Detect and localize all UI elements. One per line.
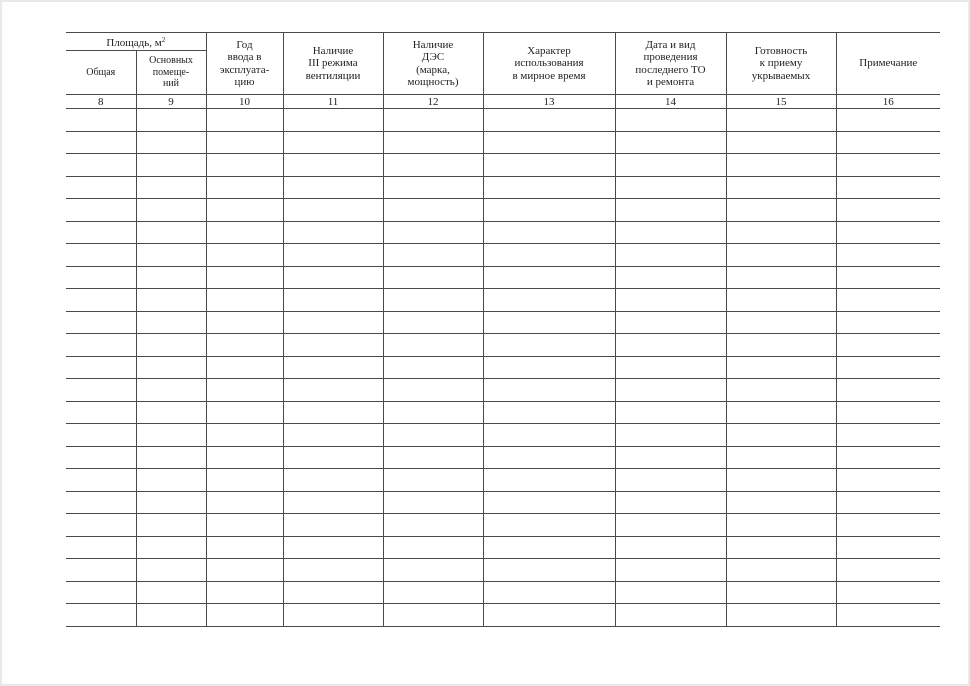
col-header-line: к приему <box>759 57 803 70</box>
table-cell[interactable] <box>283 514 383 537</box>
table-cell[interactable] <box>483 131 615 154</box>
table-cell[interactable] <box>383 334 483 357</box>
column-number: 15 <box>726 95 836 109</box>
table-cell[interactable] <box>136 514 206 537</box>
table-cell[interactable] <box>383 401 483 424</box>
table-cell[interactable] <box>136 154 206 177</box>
table-cell[interactable] <box>483 401 615 424</box>
table-cell[interactable] <box>836 131 940 154</box>
table-cell[interactable] <box>206 199 283 222</box>
table-cell[interactable] <box>383 109 483 132</box>
table-cell[interactable] <box>283 244 383 267</box>
table-cell[interactable] <box>383 266 483 289</box>
table-row <box>66 109 940 132</box>
table-cell[interactable] <box>383 536 483 559</box>
table-cell[interactable] <box>383 356 483 379</box>
table-cell[interactable] <box>206 469 283 492</box>
table-cell[interactable] <box>615 356 726 379</box>
table-cell[interactable] <box>383 221 483 244</box>
table-cell[interactable] <box>836 334 940 357</box>
table-cell[interactable] <box>283 221 383 244</box>
table-cell[interactable] <box>283 356 383 379</box>
col-header-note <box>836 33 940 95</box>
col-header-line: Год <box>236 38 253 51</box>
table-row <box>66 131 940 154</box>
table-cell[interactable] <box>206 221 283 244</box>
col-header-line: последнего ТО <box>635 63 706 76</box>
table-cell[interactable] <box>206 266 283 289</box>
table-cell[interactable] <box>66 514 136 537</box>
table-cell[interactable] <box>383 604 483 627</box>
table-cell[interactable] <box>206 514 283 537</box>
table-cell[interactable] <box>726 221 836 244</box>
table-cell[interactable] <box>726 446 836 469</box>
table-cell[interactable] <box>615 221 726 244</box>
table-cell[interactable] <box>483 311 615 334</box>
col-header-des <box>383 33 483 95</box>
table-cell[interactable] <box>66 244 136 267</box>
table-cell[interactable] <box>726 244 836 267</box>
table-cell[interactable] <box>66 311 136 334</box>
table-cell[interactable] <box>836 221 940 244</box>
col-header-ventilation <box>283 33 383 95</box>
table-cell[interactable] <box>136 221 206 244</box>
table-cell[interactable] <box>836 289 940 312</box>
table-cell[interactable] <box>726 559 836 582</box>
table-row <box>66 244 940 267</box>
table-cell[interactable] <box>383 469 483 492</box>
table-cell[interactable] <box>136 424 206 447</box>
table-cell[interactable] <box>483 154 615 177</box>
col-header-line: III режима <box>308 57 358 70</box>
table-cell[interactable] <box>283 401 383 424</box>
col-header-line: Характер <box>527 44 571 57</box>
table-cell[interactable] <box>383 199 483 222</box>
col-header-line: мощность) <box>407 76 459 88</box>
table-cell[interactable] <box>136 581 206 604</box>
table-cell[interactable] <box>615 176 726 199</box>
table-cell[interactable] <box>483 379 615 402</box>
table-row <box>66 266 940 289</box>
table-cell[interactable] <box>66 424 136 447</box>
col-header-line: ний <box>162 78 180 90</box>
table-cell[interactable] <box>206 311 283 334</box>
table-cell[interactable] <box>383 424 483 447</box>
table-cell[interactable] <box>615 401 726 424</box>
table-cell[interactable] <box>283 424 383 447</box>
table-cell[interactable] <box>206 559 283 582</box>
col-header-line: Дата и вид <box>645 38 696 51</box>
table-cell[interactable] <box>66 604 136 627</box>
table-body <box>66 109 940 627</box>
table-row <box>66 469 940 492</box>
table-cell[interactable] <box>836 581 940 604</box>
table-cell[interactable] <box>66 446 136 469</box>
col-header-line: использования <box>514 57 584 70</box>
col-header-line: ввода в <box>227 51 262 63</box>
table-cell[interactable] <box>726 289 836 312</box>
table-cell[interactable] <box>66 379 136 402</box>
table-cell[interactable] <box>615 424 726 447</box>
table-row <box>66 221 940 244</box>
col-header-line: Наличие <box>412 38 454 51</box>
table-cell[interactable] <box>136 311 206 334</box>
table-cell[interactable] <box>283 176 383 199</box>
col-header-line: ДЭС <box>421 51 445 63</box>
table-cell[interactable] <box>836 199 940 222</box>
area-group-label: Площадь, м <box>106 36 162 49</box>
table-cell[interactable] <box>615 311 726 334</box>
table-cell[interactable] <box>836 154 940 177</box>
table-row <box>66 514 940 537</box>
col-header-line: цию <box>234 76 255 88</box>
table-cell[interactable] <box>836 469 940 492</box>
table-cell[interactable] <box>726 581 836 604</box>
table-cell[interactable] <box>615 379 726 402</box>
table-cell[interactable] <box>615 469 726 492</box>
table-row <box>66 424 940 447</box>
column-number: 9 <box>136 95 206 109</box>
table-row <box>66 289 940 312</box>
table-cell[interactable] <box>615 514 726 537</box>
table-cell[interactable] <box>483 424 615 447</box>
table-cell[interactable] <box>283 131 383 154</box>
table-cell[interactable] <box>483 559 615 582</box>
table-cell[interactable] <box>615 491 726 514</box>
table-cell[interactable] <box>66 199 136 222</box>
table-cell[interactable] <box>726 356 836 379</box>
area-unit-superscript: 2 <box>161 35 166 44</box>
table-cell[interactable] <box>283 446 383 469</box>
table-cell[interactable] <box>66 289 136 312</box>
table-cell[interactable] <box>136 536 206 559</box>
table-cell[interactable] <box>836 491 940 514</box>
table-cell[interactable] <box>726 109 836 132</box>
table-cell[interactable] <box>615 109 726 132</box>
shelter-register-table <box>66 32 940 627</box>
col-header-line: укрываемых <box>751 69 811 82</box>
table-cell[interactable] <box>136 289 206 312</box>
table-cell[interactable] <box>283 379 383 402</box>
table-cell[interactable] <box>383 311 483 334</box>
table-cell[interactable] <box>726 176 836 199</box>
table-cell[interactable] <box>726 604 836 627</box>
column-number: 10 <box>206 95 283 109</box>
table-cell[interactable] <box>136 604 206 627</box>
table-cell[interactable] <box>615 199 726 222</box>
table-cell[interactable] <box>483 289 615 312</box>
table-cell[interactable] <box>66 221 136 244</box>
table-row <box>66 356 940 379</box>
table-cell[interactable] <box>283 604 383 627</box>
table-cell[interactable] <box>615 604 726 627</box>
table-cell[interactable] <box>136 131 206 154</box>
table-row <box>66 604 940 627</box>
table-cell[interactable] <box>615 131 726 154</box>
table-cell[interactable] <box>726 154 836 177</box>
table-cell[interactable] <box>726 401 836 424</box>
table-cell[interactable] <box>283 109 383 132</box>
table-cell[interactable] <box>726 424 836 447</box>
table-cell[interactable] <box>206 289 283 312</box>
table-cell[interactable] <box>483 514 615 537</box>
area-group-header <box>66 33 206 51</box>
table-cell[interactable] <box>206 131 283 154</box>
table-cell[interactable] <box>836 176 940 199</box>
table-row <box>66 154 940 177</box>
table-cell[interactable] <box>206 424 283 447</box>
col-header-line: (марка, <box>416 63 450 76</box>
table-cell[interactable] <box>206 176 283 199</box>
table-cell[interactable] <box>283 491 383 514</box>
table-cell[interactable] <box>283 311 383 334</box>
table-cell[interactable] <box>836 424 940 447</box>
column-number: 13 <box>483 95 615 109</box>
col-header-line: помеще- <box>152 66 190 78</box>
table-cell[interactable] <box>726 334 836 357</box>
table-cell[interactable] <box>615 446 726 469</box>
table-cell[interactable] <box>66 334 136 357</box>
table-row <box>66 446 940 469</box>
form-sheet <box>2 2 968 684</box>
table-cell[interactable] <box>283 154 383 177</box>
table-row <box>66 199 940 222</box>
column-number: 14 <box>615 95 726 109</box>
table-cell[interactable] <box>206 109 283 132</box>
table-cell[interactable] <box>136 266 206 289</box>
table-cell[interactable] <box>136 334 206 357</box>
table-cell[interactable] <box>383 176 483 199</box>
table-row <box>66 559 940 582</box>
table-cell[interactable] <box>136 401 206 424</box>
table-cell[interactable] <box>66 176 136 199</box>
table-cell[interactable] <box>483 109 615 132</box>
table-cell[interactable] <box>726 199 836 222</box>
table-cell[interactable] <box>136 356 206 379</box>
table-cell[interactable] <box>283 469 383 492</box>
table-cell[interactable] <box>483 469 615 492</box>
table-cell[interactable] <box>383 491 483 514</box>
table-cell[interactable] <box>615 154 726 177</box>
table-cell[interactable] <box>483 604 615 627</box>
table-cell[interactable] <box>483 536 615 559</box>
table-cell[interactable] <box>66 109 136 132</box>
col-header-main-rooms <box>136 51 206 95</box>
table-cell[interactable] <box>206 154 283 177</box>
table-cell[interactable] <box>283 559 383 582</box>
table-cell[interactable] <box>66 131 136 154</box>
table-cell[interactable] <box>836 356 940 379</box>
table-cell[interactable] <box>136 491 206 514</box>
table-cell[interactable] <box>836 244 940 267</box>
table-cell[interactable] <box>206 244 283 267</box>
table-cell[interactable] <box>483 266 615 289</box>
table-cell[interactable] <box>136 469 206 492</box>
table-cell[interactable] <box>283 334 383 357</box>
table-cell[interactable] <box>206 334 283 357</box>
column-number: 16 <box>836 95 940 109</box>
table-cell[interactable] <box>726 266 836 289</box>
col-header-line: в мирное время <box>512 69 586 82</box>
col-header-line: Основных <box>149 55 193 67</box>
table-cell[interactable] <box>726 379 836 402</box>
table-cell[interactable] <box>136 109 206 132</box>
table-cell[interactable] <box>483 221 615 244</box>
table-cell[interactable] <box>383 514 483 537</box>
table-cell[interactable] <box>615 581 726 604</box>
col-header-line: Наличие <box>312 44 354 57</box>
table-cell[interactable] <box>136 244 206 267</box>
table-cell[interactable] <box>66 536 136 559</box>
table-cell[interactable] <box>206 446 283 469</box>
col-header-line: Готовность <box>754 44 808 57</box>
table-cell[interactable] <box>383 244 483 267</box>
col-header-line: эксплуата- <box>219 63 270 76</box>
table-row <box>66 176 940 199</box>
table-cell[interactable] <box>66 356 136 379</box>
table-cell[interactable] <box>615 536 726 559</box>
table-row <box>66 311 940 334</box>
col-header-line: вентиляции <box>305 69 361 82</box>
table-cell[interactable] <box>283 266 383 289</box>
table-cell[interactable] <box>836 559 940 582</box>
table-cell[interactable] <box>66 154 136 177</box>
table-cell[interactable] <box>66 559 136 582</box>
column-number: 8 <box>66 95 136 109</box>
table-cell[interactable] <box>206 491 283 514</box>
table-cell[interactable] <box>836 604 940 627</box>
table-cell[interactable] <box>615 244 726 267</box>
table-cell[interactable] <box>726 469 836 492</box>
table-cell[interactable] <box>136 559 206 582</box>
table-cell[interactable] <box>726 491 836 514</box>
table-cell[interactable] <box>66 401 136 424</box>
table-cell[interactable] <box>206 581 283 604</box>
table-cell[interactable] <box>383 131 483 154</box>
table-cell[interactable] <box>483 244 615 267</box>
table-cell[interactable] <box>206 536 283 559</box>
col-header-usage <box>483 33 615 95</box>
col-header-line: Примечание <box>859 57 918 70</box>
table-row <box>66 491 940 514</box>
table-cell[interactable] <box>615 266 726 289</box>
table-cell[interactable] <box>726 514 836 537</box>
table-row <box>66 536 940 559</box>
table-cell[interactable] <box>66 266 136 289</box>
table-cell[interactable] <box>483 176 615 199</box>
table-cell[interactable] <box>836 109 940 132</box>
table-cell[interactable] <box>383 559 483 582</box>
table-cell[interactable] <box>283 581 383 604</box>
table-cell[interactable] <box>836 446 940 469</box>
table-cell[interactable] <box>136 176 206 199</box>
table-cell[interactable] <box>615 559 726 582</box>
table-cell[interactable] <box>836 311 940 334</box>
table-cell[interactable] <box>483 581 615 604</box>
column-number-row <box>66 95 940 109</box>
table-cell[interactable] <box>483 356 615 379</box>
table-cell[interactable] <box>836 379 940 402</box>
col-header-total <box>66 51 136 95</box>
table-cell[interactable] <box>206 379 283 402</box>
table-cell[interactable] <box>483 446 615 469</box>
table-row <box>66 379 940 402</box>
table-cell[interactable] <box>66 491 136 514</box>
table-row <box>66 334 940 357</box>
table-cell[interactable] <box>836 266 940 289</box>
table-cell[interactable] <box>726 131 836 154</box>
table-cell[interactable] <box>615 334 726 357</box>
table-row <box>66 401 940 424</box>
table-cell[interactable] <box>836 514 940 537</box>
table-cell[interactable] <box>136 446 206 469</box>
col-header-maintenance <box>615 33 726 95</box>
table-cell[interactable] <box>206 604 283 627</box>
table-cell[interactable] <box>66 581 136 604</box>
table-cell[interactable] <box>836 536 940 559</box>
col-header-line: и ремонта <box>646 76 695 88</box>
col-header-line: Общая <box>86 66 116 78</box>
table-cell[interactable] <box>383 154 483 177</box>
table-cell[interactable] <box>836 401 940 424</box>
table-row <box>66 581 940 604</box>
table-cell[interactable] <box>483 334 615 357</box>
col-header-year <box>206 33 283 95</box>
col-header-line: проведения <box>643 51 698 63</box>
table-cell[interactable] <box>383 379 483 402</box>
table-cell[interactable] <box>206 356 283 379</box>
table-cell[interactable] <box>136 379 206 402</box>
table-cell[interactable] <box>283 536 383 559</box>
table-cell[interactable] <box>136 199 206 222</box>
col-header-readiness <box>726 33 836 95</box>
table-cell[interactable] <box>283 199 383 222</box>
table-cell[interactable] <box>615 289 726 312</box>
table-cell[interactable] <box>206 401 283 424</box>
table-cell[interactable] <box>726 311 836 334</box>
table-cell[interactable] <box>726 536 836 559</box>
table-cell[interactable] <box>383 289 483 312</box>
table-cell[interactable] <box>383 581 483 604</box>
table-cell[interactable] <box>283 289 383 312</box>
column-number: 11 <box>283 95 383 109</box>
column-number: 12 <box>383 95 483 109</box>
table-cell[interactable] <box>383 446 483 469</box>
table-cell[interactable] <box>483 491 615 514</box>
table-cell[interactable] <box>483 199 615 222</box>
table-cell[interactable] <box>66 469 136 492</box>
